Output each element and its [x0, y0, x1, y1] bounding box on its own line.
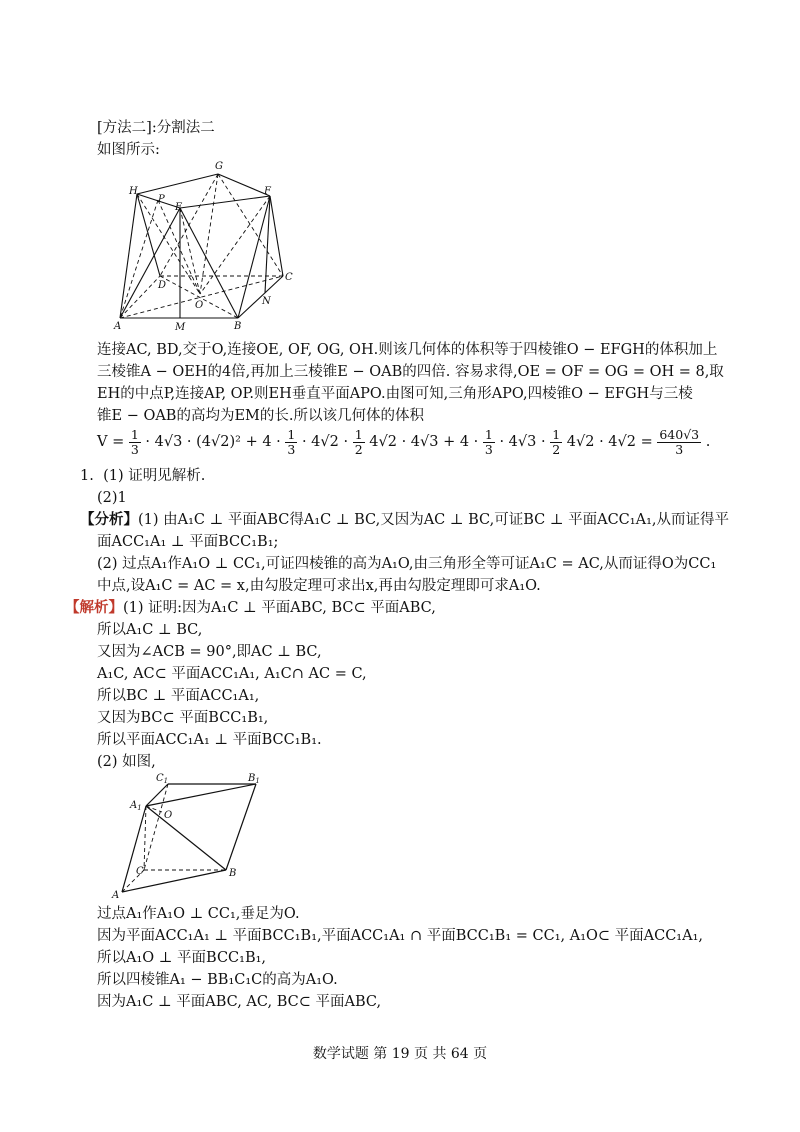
fig2-label-A: A — [112, 890, 120, 901]
formula-v: V = — [97, 434, 125, 450]
solution-line: 所以A₁C ⊥ BC, — [97, 622, 203, 638]
figure-prism — [108, 772, 278, 906]
solution-line: 因为平面ACC₁A₁ ⊥ 平面BCC₁B₁,平面ACC₁A₁ ∩ 平面BCC₁B₁ = CC₁, A₁O⊂ 平面ACC₁A₁, — [97, 928, 704, 944]
paragraph-line: EH的中点P,连接AP, OP.则EH垂直平面APO.由图可知,三角形APO,四棱锥O − EFGH与三棱 — [97, 386, 693, 402]
fig1-label-A: A — [114, 321, 122, 332]
solution-line: A₁C, AC⊂ 平面ACC₁A₁, A₁C∩ AC = C, — [97, 666, 367, 682]
solution-line: 所以四棱锥A₁ − BB₁C₁C的高为A₁O. — [97, 972, 338, 988]
analysis-line: 中点,设A₁C = AC = x,由勾股定理可求出x,再由勾股定理即可求A₁O. — [97, 578, 541, 594]
analysis-line: (2) 过点A₁作A₁O ⊥ CC₁,可证四棱锥的高为A₁O,由三角形全等可证A₁C = AC,从而证得O为CC₁ — [97, 556, 717, 572]
question-number-answer — [80, 466, 205, 486]
solution-line: 所以A₁O ⊥ 平面BCC₁B₁, — [97, 950, 267, 966]
fig2-label-C1: $C_1$ — [156, 773, 169, 785]
fig2-label-O: O — [164, 810, 173, 821]
figure-solid-decomposition — [110, 158, 300, 337]
fig1-label-G: G — [215, 161, 223, 172]
fig1-label-O: O — [195, 300, 204, 311]
fig2-label-B1: $B_1$ — [248, 773, 260, 785]
fig1-label-D: D — [158, 280, 167, 291]
solution-tag: 【解析】 — [65, 599, 123, 616]
method-header: [方法二]:分割法二 — [97, 120, 215, 136]
fig1-label-H: H — [129, 186, 138, 197]
fig1-label-M: M — [175, 322, 186, 333]
volume-formula: V = $\frac{1}{3}$ · 4√3 · (4√2)² + 4 · $\frac{1}{3}$ · 4√2 · $\frac{1}{2}$ 4√2 · 4√3 + 4 · $\frac{1}{3}$ · 4√3 · $\frac{1}{2}$ 4√2 · 4√2 = $\frac{640√3}{3}$ . — [97, 426, 711, 457]
analysis-line: 【分析】(1) 由A₁C ⊥ 平面ABC得A₁C ⊥ BC,又因为AC ⊥ BC,可证BC ⊥ 平面ACC₁A₁,从而证得平 — [80, 511, 729, 528]
answer-2: (2)1 — [97, 490, 127, 506]
solution-line: 因为A₁C ⊥ 平面ABC, AC, BC⊂ 平面ABC, — [97, 994, 382, 1010]
fig1-label-E: E — [175, 202, 183, 213]
answer-1: (1) 证明见解析. — [103, 468, 206, 484]
solution-line: 又因为BC⊂ 平面BCC₁B₁, — [97, 710, 269, 726]
fig2-label-B: B — [229, 868, 237, 879]
paragraph-line: 三棱锥A − OEH的4倍,再加上三棱锥E − OAB的四倍. 容易求得,OE = OF = OG = OH = 8,取 — [97, 364, 724, 380]
fig1-label-B: B — [234, 321, 242, 332]
fig1-label-N: N — [262, 296, 271, 307]
page-footer: 数学试题 第 19 页 共 64 页 — [312, 1046, 488, 1062]
solution-line: 所以BC ⊥ 平面ACC₁A₁, — [97, 688, 260, 704]
solution-line: 过点A₁作A₁O ⊥ CC₁,垂足为O. — [97, 906, 300, 922]
paragraph-line: 连接AC, BD,交于O,连接OE, OF, OG, OH.则该几何体的体积等于四棱锥O − EFGH的体积加上 — [97, 342, 718, 358]
solution-line: 又因为∠ACB = 90°,即AC ⊥ BC, — [97, 644, 322, 660]
figure-caption: 如图所示: — [97, 142, 160, 158]
solution-line: 【解析】(1) 证明:因为A₁C ⊥ 平面ABC, BC⊂ 平面ABC, — [65, 599, 436, 616]
fig1-label-C: C — [285, 272, 293, 283]
fig2-label-A1: $A_1$ — [130, 800, 142, 812]
solution-line: (2) 如图, — [97, 754, 156, 770]
fig2-label-C: C — [136, 866, 144, 877]
fig1-label-F: F — [264, 186, 271, 197]
question-number: 1. — [80, 468, 94, 484]
paragraph-line: 锥E − OAB的高均为EM的长.所以该几何体的体积 — [97, 408, 425, 424]
solution-line: 所以平面ACC₁A₁ ⊥ 平面BCC₁B₁. — [97, 732, 322, 748]
fig1-label-P: P — [158, 194, 165, 205]
analysis-tag: 【分析】 — [80, 511, 138, 528]
analysis-line: 面ACC₁A₁ ⊥ 平面BCC₁B₁; — [97, 534, 279, 550]
